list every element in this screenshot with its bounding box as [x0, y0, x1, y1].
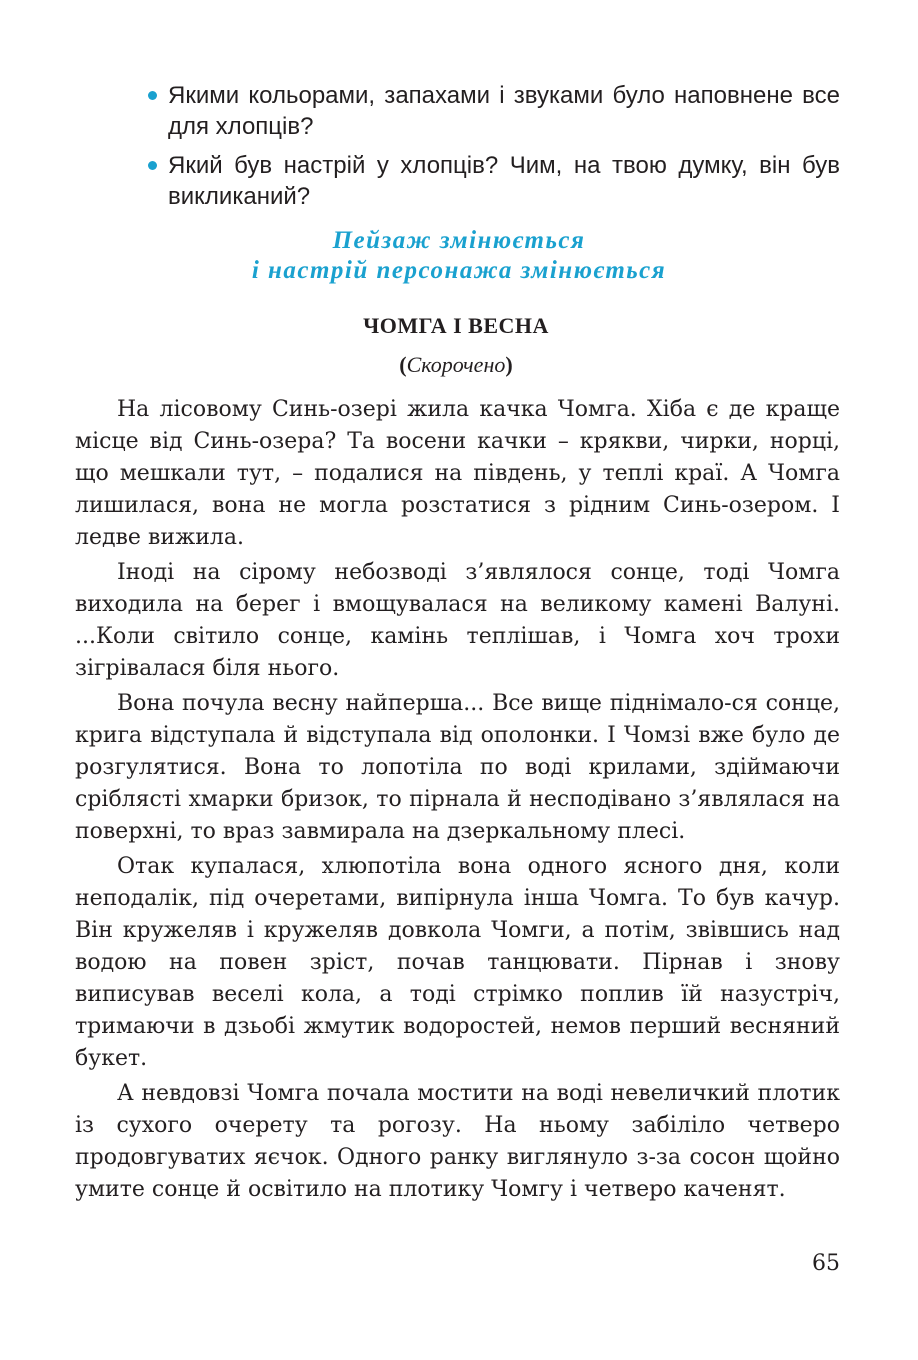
- story-paragraph-start: На лісовому Синь-озері жила качка Чомга. Хіба є де: [117, 397, 756, 422]
- section-heading: [0, 226, 918, 286]
- bullet-icon: [148, 161, 157, 170]
- story-paragraph-rest: Чомга виходила на берег і вмощувалася на великому камені Валуні. ...Коли світило сонце, камінь теплішав, і Чомга хоч трохи зігрівалася біля нього.: [75, 560, 841, 681]
- story-paragraph-start: Вона почула весну найперша... Все вище піднімало-: [117, 691, 732, 716]
- story-paragraph-rest: плотик із сухого очерету та рогозу. На ньому забіліло четверо продовгуватих яєчок. Одного ранку виглянуло з-за сосон щойно умите сонце й освітило на плотику Чомгу і четверо каченят.: [75, 1081, 840, 1202]
- question-item: [147, 150, 840, 212]
- story-paragraph-rest: ся сонце, крига відступала й відступала від ополонки. І Чомзі вже було де розгулятися. Вона то лопотіла по воді крилами, здіймаючи сріблясті хмарки бризок, то пірнала й несподівано з’являлася на поверхні, то враз завмирала на дзеркальному плесі.: [75, 691, 840, 844]
- story-note: [0, 352, 912, 378]
- story-paragraph: [75, 1078, 840, 1206]
- story-paragraph-start: Отак купалася, хлюпотіла вона одного ясного дня,: [117, 854, 768, 879]
- story-paragraph-rest: коли неподалік, під очеретами, випірнула інша Чомга. То був качур. Він кружеляв і кружеляв довкола Чомги, а потім, звівшись над водою на повен зріст, почав танцювати. Пірнав і знову виписував веселі кола, а тоді стрімко поплив їй назустріч, тримаючи в дзьобі жмутик водоростей, немов перший весняний букет.: [75, 854, 840, 1071]
- story-paragraph-start: А невдовзі Чомга почала мостити на воді невеличкий: [117, 1081, 750, 1106]
- page-number: 65: [812, 1251, 840, 1276]
- section-heading-line-2: і настрій персонажа змінюється: [251, 257, 667, 284]
- story-paragraph: [75, 394, 840, 554]
- story-paragraph-start: Іноді на сірому небозводі з’являлося сонце, тоді: [117, 560, 750, 585]
- question-list: [147, 80, 840, 220]
- story-paragraph: [75, 688, 840, 848]
- question-item: [147, 80, 840, 142]
- story-body: [75, 394, 840, 1206]
- bullet-icon: [148, 91, 157, 100]
- story-paragraph: [75, 557, 840, 685]
- story-paragraph-rest: краще місце від Синь-озера? Та восени качки – крякви, чирки, норці, що мешкали тут, – подалися на південь, у теплі краї. А Чомга лишилася, вона не могла розстатися з рідним Синь-озером. І ледве вижила.: [75, 397, 841, 550]
- story-title: ЧОМГА І ВЕСНА: [363, 313, 549, 338]
- story-paragraph: [75, 851, 840, 1075]
- open-paren: (: [399, 352, 407, 377]
- story-note-text: Скорочено: [406, 352, 506, 377]
- close-paren: ): [505, 352, 513, 377]
- question-text: Який був настрій у хлопців? Чим, на твою думку, він був викликаний?: [168, 152, 840, 210]
- section-heading-line-1: Пейзаж змінюється: [332, 227, 586, 254]
- question-text: Якими кольорами, запахами і звуками було наповнене все для хлопців?: [168, 82, 840, 140]
